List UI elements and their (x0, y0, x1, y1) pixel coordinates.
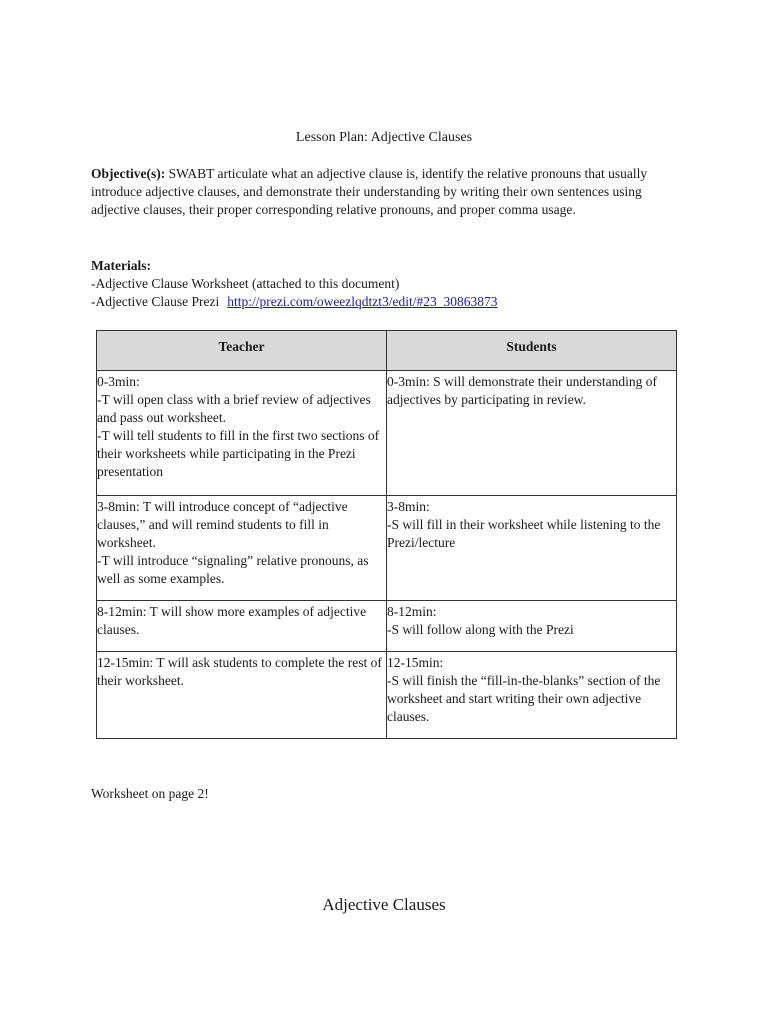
objective-paragraph (91, 165, 681, 219)
students-cell (387, 371, 677, 496)
worksheet-note: Worksheet on page 2! (91, 786, 209, 801)
teacher-cell-text: 0-3min: -T will open class with a brief review of adjectives and pass out worksheet. -T will tell students to fill in the first two sections of their worksheets while participating in the Prezi presentation (97, 374, 380, 479)
students-cell-text: 0-3min: S will demonstrate their understanding of adjectives by participating in review. (387, 374, 657, 407)
teacher-cell (97, 652, 387, 739)
materials-item-prezi-label: -Adjective Clause Prezi (91, 294, 220, 309)
teacher-cell (97, 496, 387, 601)
students-cell-text: 3-8min: -S will fill in their worksheet while listening to the Prezi/lecture (387, 499, 661, 550)
worksheet-section-title: Adjective Clauses (322, 895, 446, 914)
teacher-cell-text: 3-8min: T will introduce concept of “adjective clauses,” and will remind students to fill in worksheet. -T will introduce “signaling” relative pronouns, as well as some examples. (97, 499, 369, 586)
teacher-cell (97, 371, 387, 496)
header-teacher: Teacher (97, 331, 387, 371)
objective-text: SWABT articulate what an adjective clause is, identify the relative pronouns that usually introduce adjective clauses, and demonstrate their understanding by writing their own sentences using adjective clauses, their proper corresponding relative pronouns, and proper comma usage. (91, 166, 648, 217)
materials-heading: Materials: (91, 258, 151, 273)
objective-label: Objective(s): (91, 166, 166, 181)
students-cell-text: 12-15min: -S will finish the “fill-in-the-blanks” section of the worksheet and start writing their own adjective clauses. (387, 655, 661, 724)
prezi-link[interactable]: http://prezi.com/oweezlqdtzt3/edit/#23_30863873 (227, 294, 498, 309)
header-students: Students (387, 331, 677, 371)
table-row (97, 652, 677, 739)
teacher-cell (97, 601, 387, 652)
table-row (97, 496, 677, 601)
table-header-row (97, 331, 677, 371)
table-row (97, 371, 677, 496)
students-cell-text: 8-12min: -S will follow along with the Prezi (387, 604, 574, 637)
materials-section (91, 257, 681, 311)
materials-item-worksheet: -Adjective Clause Worksheet (attached to this document) (91, 276, 400, 291)
teacher-cell-text: 12-15min: T will ask students to complete the rest of their worksheet. (97, 655, 382, 688)
students-cell (387, 496, 677, 601)
page-title: Lesson Plan: Adjective Clauses (295, 130, 473, 145)
students-cell (387, 652, 677, 739)
teacher-cell-text: 8-12min: T will show more examples of adjective clauses. (97, 604, 367, 637)
lesson-plan-table (96, 330, 677, 739)
table-row (97, 601, 677, 652)
materials-item-prezi (91, 293, 681, 311)
students-cell (387, 601, 677, 652)
